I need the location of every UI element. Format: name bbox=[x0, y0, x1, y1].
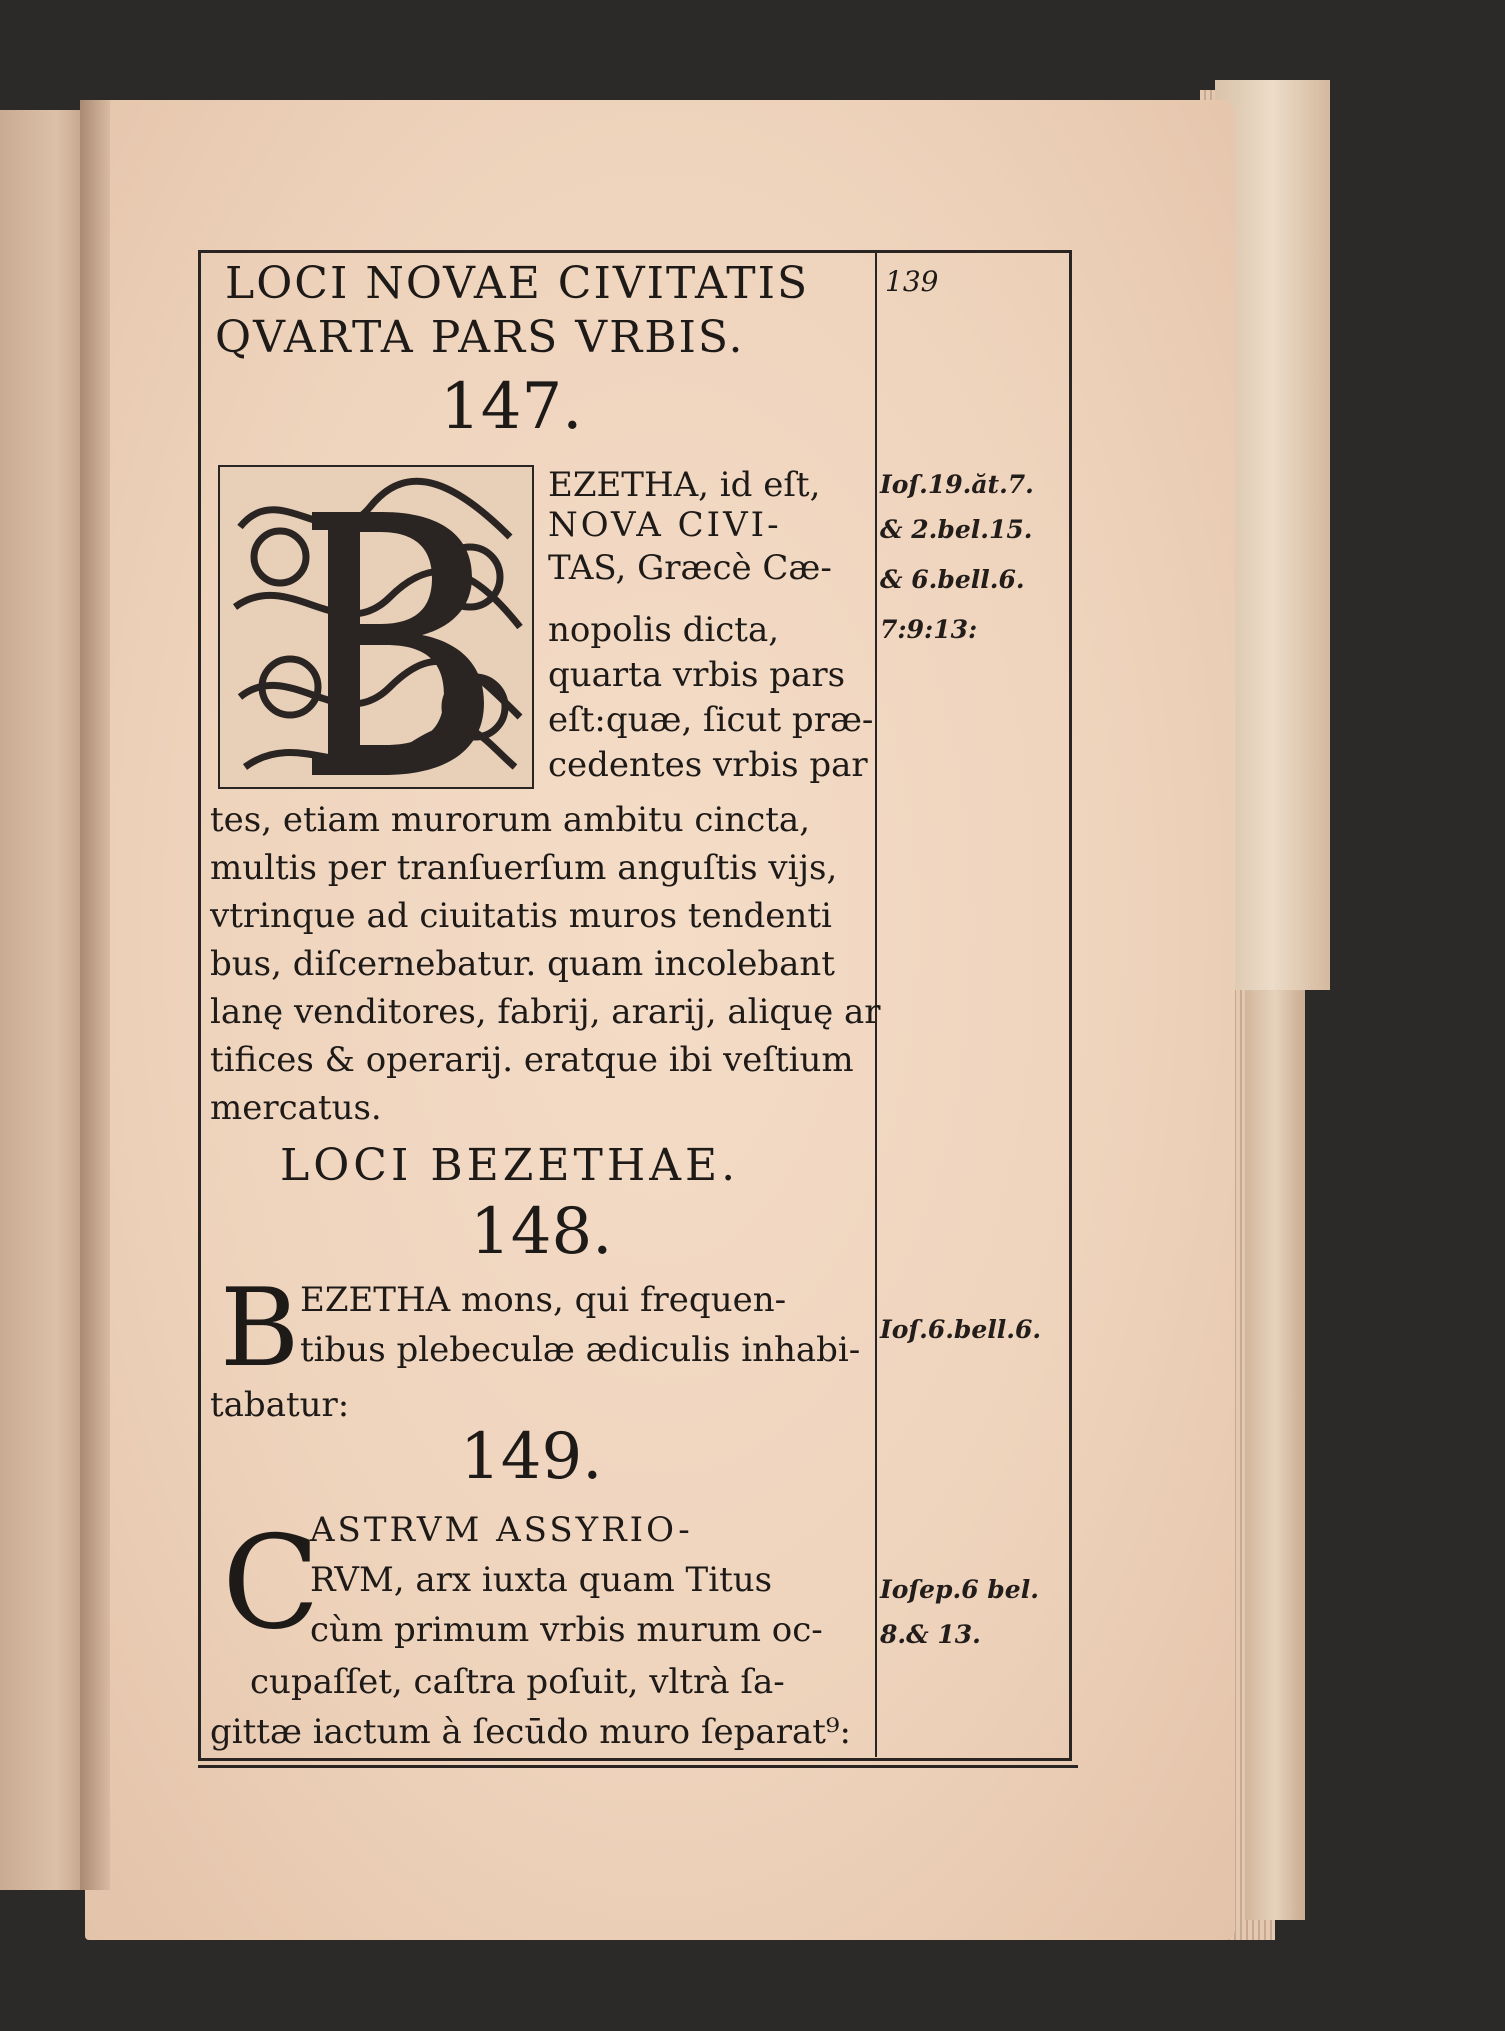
text-line: bus, diſcernebatur. quam incolebant bbox=[210, 944, 835, 984]
text-line: mercatus. bbox=[210, 1088, 382, 1128]
text-line: cedentes vrbis par bbox=[548, 745, 868, 785]
text-line: tifices & operarij. eratque ibi veſtium bbox=[210, 1040, 854, 1080]
book-gutter bbox=[80, 100, 110, 1890]
margin-reference: 7:9:13: bbox=[880, 615, 978, 644]
text-line: tes, etiam murorum ambitu cincta, bbox=[210, 800, 810, 840]
entry-number-149: 149. bbox=[460, 1420, 603, 1494]
text-line: cùm primum vrbis murum oc- bbox=[310, 1610, 823, 1650]
text-line: multis per tranſuerſum anguſtis vijs, bbox=[210, 848, 838, 888]
ornamental-initial-b bbox=[218, 465, 534, 789]
page-number: 139 bbox=[885, 265, 939, 298]
inserted-slip-lower bbox=[1245, 990, 1305, 1920]
margin-reference: Ioſ.19.ăt.7. bbox=[880, 470, 1034, 499]
text-line: tibus plebeculæ ædiculis inhabi- bbox=[300, 1330, 861, 1370]
text-line: quarta vrbis pars bbox=[548, 655, 846, 695]
text-line: RVM, arx iuxta quam Titus bbox=[310, 1560, 773, 1600]
text-line: eſt:quæ, ſicut præ- bbox=[548, 700, 874, 740]
running-title: LOCI NOVAE CIVITATIS bbox=[225, 258, 810, 309]
section-title: QVARTA PARS VRBIS. bbox=[215, 312, 745, 363]
text-line: TAS, Græcè Cæ- bbox=[548, 548, 832, 588]
text-line: tabatur: bbox=[210, 1385, 350, 1425]
text-line: vtrinque ad ciuitatis muros tendenti bbox=[210, 896, 832, 936]
text-line: ASTRVM ASSYRIO- bbox=[310, 1510, 693, 1550]
text-line: nopolis dicta, bbox=[548, 610, 780, 650]
margin-reference: Ioſ.6.bell.6. bbox=[880, 1315, 1042, 1344]
margin-reference: & 6.bell.6. bbox=[880, 565, 1025, 594]
text-line: EZETHA mons, qui frequen- bbox=[300, 1280, 787, 1320]
margin-reference: & 2.bel.15. bbox=[880, 515, 1033, 544]
text-line: cupaſſet, caſtra poſuit, vltrà ſa- bbox=[250, 1662, 785, 1702]
margin-reference: Ioſep.6 bel. bbox=[880, 1575, 1039, 1604]
margin-reference: 8.& 13. bbox=[880, 1620, 981, 1649]
initial-letter: C bbox=[222, 1509, 320, 1658]
entry-number-147: 147. bbox=[440, 370, 583, 444]
entry-number-148: 148. bbox=[470, 1195, 613, 1269]
initial-letter: B bbox=[220, 1266, 300, 1391]
subheading: LOCI BEZETHAE. bbox=[280, 1140, 740, 1191]
text-line: NOVA CIVI- bbox=[548, 505, 782, 545]
text-line: lanę venditores, fabrij, ararij, aliquę ar bbox=[210, 992, 881, 1032]
text-line: EZETHA, id eſt, bbox=[548, 465, 821, 505]
bottom-rule bbox=[198, 1765, 1078, 1768]
text-line: gittæ iactum à ſecūdo muro ſeparat⁹: bbox=[210, 1712, 851, 1752]
